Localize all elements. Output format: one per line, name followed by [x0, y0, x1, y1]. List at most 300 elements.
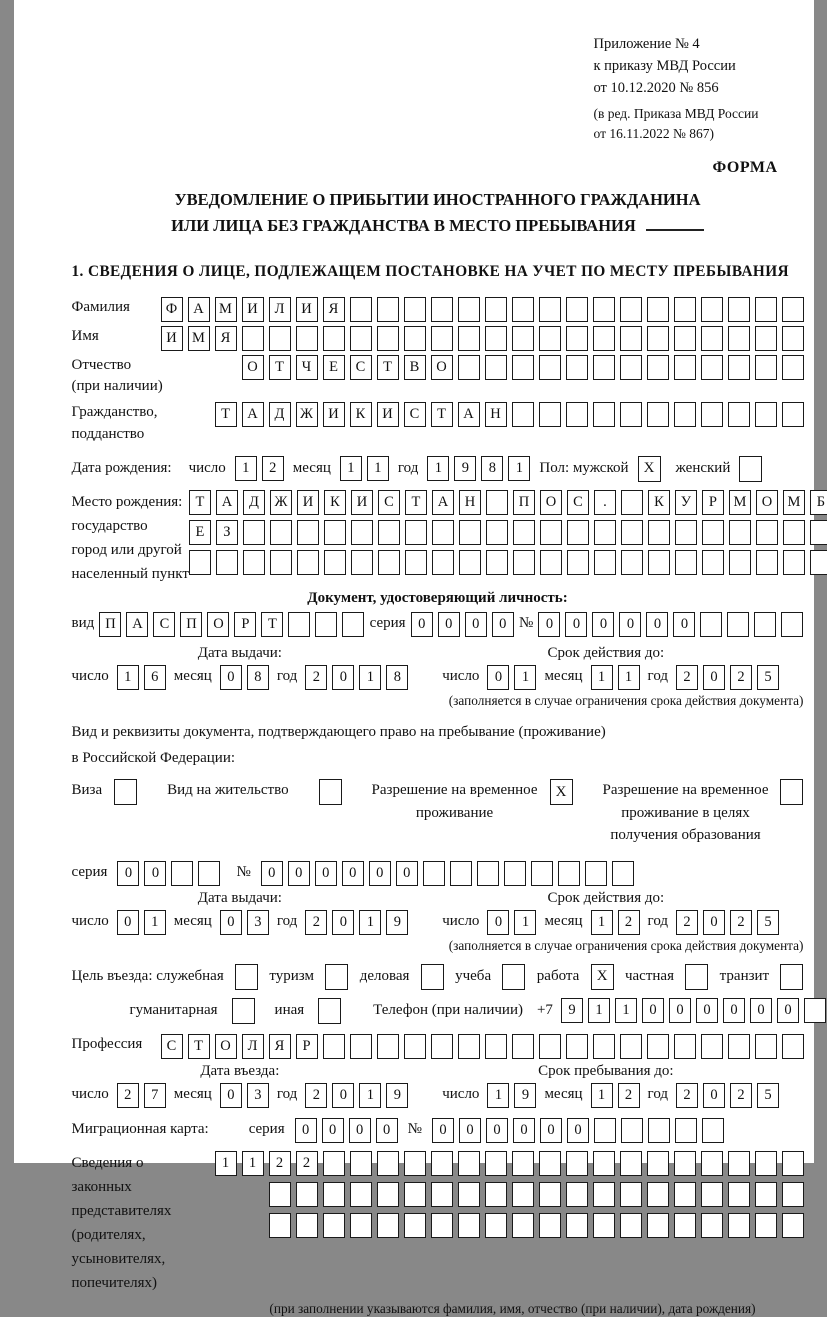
char-cell[interactable]	[485, 1213, 507, 1238]
char-cell[interactable]	[243, 520, 265, 545]
char-cell[interactable]: 2	[305, 665, 327, 690]
char-cell[interactable]	[350, 1182, 372, 1207]
char-cell[interactable]: Е	[323, 355, 345, 380]
char-cell[interactable]	[288, 612, 310, 637]
char-cell[interactable]	[566, 1182, 588, 1207]
char-cell[interactable]	[728, 1151, 750, 1176]
char-cell[interactable]	[539, 402, 561, 427]
char-cell[interactable]: 0	[492, 612, 514, 637]
char-cell[interactable]	[567, 550, 589, 575]
char-cell[interactable]	[647, 1034, 669, 1059]
char-cell[interactable]: Л	[269, 297, 291, 322]
temp-residence-checkbox[interactable]: X	[550, 779, 573, 805]
char-cell[interactable]	[405, 550, 427, 575]
char-cell[interactable]: 8	[247, 665, 269, 690]
char-cell[interactable]: З	[216, 520, 238, 545]
char-cell[interactable]	[296, 326, 318, 351]
char-cell[interactable]	[593, 326, 615, 351]
char-cell[interactable]: Т	[377, 355, 399, 380]
char-cell[interactable]	[297, 520, 319, 545]
char-cell[interactable]: В	[404, 355, 426, 380]
char-cell[interactable]: Т	[431, 402, 453, 427]
char-cell[interactable]: Л	[242, 1034, 264, 1059]
char-cell[interactable]	[485, 355, 507, 380]
char-cell[interactable]	[674, 1182, 696, 1207]
char-cell[interactable]	[431, 1151, 453, 1176]
char-cell[interactable]	[701, 326, 723, 351]
char-cell[interactable]	[756, 550, 778, 575]
char-cell[interactable]: 0	[295, 1118, 317, 1143]
char-cell[interactable]	[485, 326, 507, 351]
char-cell[interactable]	[593, 1182, 615, 1207]
char-cell[interactable]	[323, 1213, 345, 1238]
char-cell[interactable]: 0	[750, 998, 772, 1023]
char-cell[interactable]	[404, 1034, 426, 1059]
char-cell[interactable]: 5	[757, 665, 779, 690]
char-cell[interactable]	[540, 550, 562, 575]
char-cell[interactable]: С	[350, 355, 372, 380]
char-cell[interactable]: 0	[723, 998, 745, 1023]
char-cell[interactable]: 0	[487, 910, 509, 935]
char-cell[interactable]: С	[378, 490, 400, 515]
char-cell[interactable]	[350, 326, 372, 351]
char-cell[interactable]	[701, 297, 723, 322]
char-cell[interactable]	[558, 861, 580, 886]
char-cell[interactable]: 9	[514, 1083, 536, 1108]
char-cell[interactable]	[350, 1034, 372, 1059]
char-cell[interactable]	[566, 297, 588, 322]
char-cell[interactable]: Р	[702, 490, 724, 515]
char-cell[interactable]	[512, 297, 534, 322]
char-cell[interactable]	[539, 1213, 561, 1238]
char-cell[interactable]	[674, 326, 696, 351]
char-cell[interactable]	[351, 550, 373, 575]
char-cell[interactable]	[701, 402, 723, 427]
char-cell[interactable]	[593, 1034, 615, 1059]
char-cell[interactable]	[755, 297, 777, 322]
char-cell[interactable]: О	[431, 355, 453, 380]
char-cell[interactable]	[755, 326, 777, 351]
char-cell[interactable]: 0	[565, 612, 587, 637]
char-cell[interactable]	[620, 1182, 642, 1207]
char-cell[interactable]	[674, 297, 696, 322]
char-cell[interactable]: Р	[234, 612, 256, 637]
char-cell[interactable]	[727, 612, 749, 637]
char-cell[interactable]	[566, 1151, 588, 1176]
char-cell[interactable]: Ч	[296, 355, 318, 380]
char-cell[interactable]: 1	[359, 910, 381, 935]
char-cell[interactable]	[754, 612, 776, 637]
char-cell[interactable]	[405, 520, 427, 545]
char-cell[interactable]	[612, 861, 634, 886]
char-cell[interactable]: 5	[757, 1083, 779, 1108]
char-cell[interactable]: 1	[340, 456, 362, 481]
char-cell[interactable]	[512, 1182, 534, 1207]
char-cell[interactable]: 1	[215, 1151, 237, 1176]
char-cell[interactable]	[675, 1118, 697, 1143]
char-cell[interactable]	[324, 520, 346, 545]
char-cell[interactable]: М	[729, 490, 751, 515]
char-cell[interactable]: Б	[810, 490, 827, 515]
char-cell[interactable]: 0	[220, 1083, 242, 1108]
char-cell[interactable]: 2	[618, 910, 640, 935]
char-cell[interactable]	[701, 1034, 723, 1059]
char-cell[interactable]: 0	[332, 1083, 354, 1108]
char-cell[interactable]	[593, 402, 615, 427]
char-cell[interactable]: 2	[730, 910, 752, 935]
char-cell[interactable]: 1	[591, 665, 613, 690]
char-cell[interactable]	[189, 550, 211, 575]
char-cell[interactable]: .	[594, 490, 616, 515]
char-cell[interactable]	[377, 1213, 399, 1238]
purpose-transit-checkbox[interactable]	[780, 964, 803, 990]
char-cell[interactable]: 0	[332, 910, 354, 935]
char-cell[interactable]: О	[756, 490, 778, 515]
char-cell[interactable]	[782, 1213, 804, 1238]
char-cell[interactable]	[512, 1034, 534, 1059]
char-cell[interactable]	[458, 326, 480, 351]
char-cell[interactable]	[404, 297, 426, 322]
char-cell[interactable]: М	[215, 297, 237, 322]
char-cell[interactable]	[674, 402, 696, 427]
char-cell[interactable]	[323, 1034, 345, 1059]
char-cell[interactable]	[350, 1151, 372, 1176]
char-cell[interactable]: С	[404, 402, 426, 427]
char-cell[interactable]: 0	[646, 612, 668, 637]
char-cell[interactable]	[648, 1118, 670, 1143]
char-cell[interactable]: И	[297, 490, 319, 515]
char-cell[interactable]	[702, 520, 724, 545]
char-cell[interactable]: 9	[561, 998, 583, 1023]
char-cell[interactable]	[782, 1151, 804, 1176]
char-cell[interactable]: Т	[269, 355, 291, 380]
char-cell[interactable]	[647, 1151, 669, 1176]
char-cell[interactable]	[728, 402, 750, 427]
char-cell[interactable]	[377, 297, 399, 322]
char-cell[interactable]: 0	[567, 1118, 589, 1143]
char-cell[interactable]	[216, 550, 238, 575]
char-cell[interactable]: И	[242, 297, 264, 322]
char-cell[interactable]: 0	[703, 665, 725, 690]
char-cell[interactable]	[674, 1213, 696, 1238]
char-cell[interactable]: 1	[618, 665, 640, 690]
char-cell[interactable]: 0	[369, 861, 391, 886]
char-cell[interactable]	[782, 1034, 804, 1059]
char-cell[interactable]	[621, 490, 643, 515]
char-cell[interactable]	[647, 1182, 669, 1207]
char-cell[interactable]	[404, 1213, 426, 1238]
char-cell[interactable]: 1	[588, 998, 610, 1023]
char-cell[interactable]: П	[513, 490, 535, 515]
char-cell[interactable]	[323, 326, 345, 351]
char-cell[interactable]	[486, 550, 508, 575]
char-cell[interactable]	[783, 550, 805, 575]
char-cell[interactable]	[323, 1182, 345, 1207]
char-cell[interactable]: 0	[342, 861, 364, 886]
purpose-study-checkbox[interactable]	[502, 964, 525, 990]
char-cell[interactable]: Е	[189, 520, 211, 545]
char-cell[interactable]	[377, 326, 399, 351]
female-checkbox[interactable]	[739, 456, 762, 482]
char-cell[interactable]	[594, 1118, 616, 1143]
char-cell[interactable]	[594, 550, 616, 575]
char-cell[interactable]	[296, 1182, 318, 1207]
temp-residence-edu-checkbox[interactable]	[780, 779, 803, 805]
char-cell[interactable]	[459, 520, 481, 545]
char-cell[interactable]	[782, 297, 804, 322]
char-cell[interactable]	[620, 402, 642, 427]
char-cell[interactable]	[450, 861, 472, 886]
char-cell[interactable]	[539, 1034, 561, 1059]
char-cell[interactable]	[620, 297, 642, 322]
char-cell[interactable]: Я	[215, 326, 237, 351]
char-cell[interactable]	[513, 550, 535, 575]
char-cell[interactable]: 1	[427, 456, 449, 481]
char-cell[interactable]: И	[296, 297, 318, 322]
char-cell[interactable]	[755, 355, 777, 380]
char-cell[interactable]	[594, 520, 616, 545]
char-cell[interactable]	[728, 355, 750, 380]
char-cell[interactable]	[810, 550, 827, 575]
char-cell[interactable]: 2	[269, 1151, 291, 1176]
char-cell[interactable]: П	[180, 612, 202, 637]
char-cell[interactable]	[675, 520, 697, 545]
char-cell[interactable]	[377, 1151, 399, 1176]
char-cell[interactable]	[297, 550, 319, 575]
char-cell[interactable]	[377, 1034, 399, 1059]
char-cell[interactable]: 6	[144, 665, 166, 690]
char-cell[interactable]	[270, 550, 292, 575]
char-cell[interactable]: А	[216, 490, 238, 515]
char-cell[interactable]: 3	[247, 1083, 269, 1108]
char-cell[interactable]: 0	[703, 910, 725, 935]
char-cell[interactable]	[566, 402, 588, 427]
char-cell[interactable]	[782, 326, 804, 351]
char-cell[interactable]	[540, 520, 562, 545]
char-cell[interactable]: 1	[615, 998, 637, 1023]
char-cell[interactable]	[539, 355, 561, 380]
char-cell[interactable]	[512, 326, 534, 351]
char-cell[interactable]	[593, 355, 615, 380]
char-cell[interactable]	[566, 1213, 588, 1238]
char-cell[interactable]: О	[215, 1034, 237, 1059]
char-cell[interactable]	[783, 520, 805, 545]
char-cell[interactable]: 0	[619, 612, 641, 637]
char-cell[interactable]: К	[350, 402, 372, 427]
char-cell[interactable]: О	[540, 490, 562, 515]
char-cell[interactable]	[458, 1151, 480, 1176]
char-cell[interactable]	[242, 326, 264, 351]
char-cell[interactable]	[782, 355, 804, 380]
char-cell[interactable]: 1	[242, 1151, 264, 1176]
char-cell[interactable]	[647, 326, 669, 351]
char-cell[interactable]	[620, 1034, 642, 1059]
char-cell[interactable]: 0	[642, 998, 664, 1023]
char-cell[interactable]: 9	[386, 1083, 408, 1108]
char-cell[interactable]	[243, 550, 265, 575]
char-cell[interactable]: Ж	[296, 402, 318, 427]
purpose-private-checkbox[interactable]	[685, 964, 708, 990]
char-cell[interactable]	[781, 612, 803, 637]
char-cell[interactable]	[485, 1182, 507, 1207]
char-cell[interactable]: Я	[269, 1034, 291, 1059]
char-cell[interactable]: Т	[189, 490, 211, 515]
char-cell[interactable]	[539, 297, 561, 322]
char-cell[interactable]	[755, 1151, 777, 1176]
char-cell[interactable]: 2	[618, 1083, 640, 1108]
char-cell[interactable]	[593, 1151, 615, 1176]
char-cell[interactable]: Т	[405, 490, 427, 515]
char-cell[interactable]	[700, 612, 722, 637]
purpose-work-checkbox[interactable]: X	[591, 964, 614, 990]
char-cell[interactable]: 1	[591, 1083, 613, 1108]
char-cell[interactable]: 1	[235, 456, 257, 481]
char-cell[interactable]: 0	[411, 612, 433, 637]
char-cell[interactable]: 1	[487, 1083, 509, 1108]
char-cell[interactable]: 0	[438, 612, 460, 637]
char-cell[interactable]: 2	[676, 1083, 698, 1108]
char-cell[interactable]	[701, 1151, 723, 1176]
char-cell[interactable]	[539, 326, 561, 351]
char-cell[interactable]	[674, 355, 696, 380]
char-cell[interactable]	[423, 861, 445, 886]
char-cell[interactable]: 0	[538, 612, 560, 637]
char-cell[interactable]	[566, 1034, 588, 1059]
char-cell[interactable]: У	[675, 490, 697, 515]
char-cell[interactable]	[296, 1213, 318, 1238]
char-cell[interactable]: 0	[376, 1118, 398, 1143]
char-cell[interactable]: И	[323, 402, 345, 427]
char-cell[interactable]	[756, 520, 778, 545]
char-cell[interactable]	[728, 297, 750, 322]
char-cell[interactable]	[431, 1182, 453, 1207]
char-cell[interactable]	[512, 355, 534, 380]
char-cell[interactable]: 2	[305, 1083, 327, 1108]
char-cell[interactable]	[486, 520, 508, 545]
char-cell[interactable]	[504, 861, 526, 886]
char-cell[interactable]: С	[161, 1034, 183, 1059]
char-cell[interactable]	[782, 1182, 804, 1207]
char-cell[interactable]: 0	[513, 1118, 535, 1143]
char-cell[interactable]	[350, 297, 372, 322]
residence-permit-checkbox[interactable]	[319, 779, 342, 805]
char-cell[interactable]: 2	[730, 665, 752, 690]
char-cell[interactable]: А	[188, 297, 210, 322]
char-cell[interactable]: О	[242, 355, 264, 380]
char-cell[interactable]: 5	[757, 910, 779, 935]
char-cell[interactable]	[458, 1034, 480, 1059]
char-cell[interactable]	[647, 297, 669, 322]
char-cell[interactable]	[701, 355, 723, 380]
char-cell[interactable]	[458, 297, 480, 322]
purpose-other-checkbox[interactable]	[318, 998, 341, 1024]
char-cell[interactable]: 2	[676, 665, 698, 690]
char-cell[interactable]: 0	[117, 910, 139, 935]
char-cell[interactable]	[198, 861, 220, 886]
char-cell[interactable]	[755, 1213, 777, 1238]
purpose-tourism-checkbox[interactable]	[325, 964, 348, 990]
char-cell[interactable]: И	[377, 402, 399, 427]
char-cell[interactable]	[675, 550, 697, 575]
char-cell[interactable]	[539, 1182, 561, 1207]
char-cell[interactable]: 0	[696, 998, 718, 1023]
char-cell[interactable]	[702, 550, 724, 575]
char-cell[interactable]	[755, 1034, 777, 1059]
char-cell[interactable]	[270, 520, 292, 545]
char-cell[interactable]: И	[351, 490, 373, 515]
char-cell[interactable]	[404, 1182, 426, 1207]
char-cell[interactable]	[621, 520, 643, 545]
char-cell[interactable]	[404, 326, 426, 351]
char-cell[interactable]: 1	[117, 665, 139, 690]
char-cell[interactable]: О	[207, 612, 229, 637]
char-cell[interactable]: 0	[332, 665, 354, 690]
char-cell[interactable]	[804, 998, 826, 1023]
char-cell[interactable]: 1	[144, 910, 166, 935]
char-cell[interactable]	[648, 520, 670, 545]
char-cell[interactable]	[647, 355, 669, 380]
char-cell[interactable]	[593, 297, 615, 322]
char-cell[interactable]: 7	[144, 1083, 166, 1108]
char-cell[interactable]: И	[161, 326, 183, 351]
char-cell[interactable]: Т	[261, 612, 283, 637]
purpose-business-checkbox[interactable]	[421, 964, 444, 990]
char-cell[interactable]	[531, 861, 553, 886]
char-cell[interactable]	[810, 520, 827, 545]
char-cell[interactable]	[513, 520, 535, 545]
char-cell[interactable]: 2	[730, 1083, 752, 1108]
char-cell[interactable]	[620, 1213, 642, 1238]
char-cell[interactable]: С	[153, 612, 175, 637]
char-cell[interactable]	[620, 326, 642, 351]
char-cell[interactable]: 0	[673, 612, 695, 637]
purpose-official-checkbox[interactable]	[235, 964, 258, 990]
char-cell[interactable]: 0	[486, 1118, 508, 1143]
char-cell[interactable]	[431, 1213, 453, 1238]
char-cell[interactable]: 1	[591, 910, 613, 935]
char-cell[interactable]: 8	[386, 665, 408, 690]
char-cell[interactable]: Д	[243, 490, 265, 515]
char-cell[interactable]: 1	[514, 910, 536, 935]
char-cell[interactable]: 0	[459, 1118, 481, 1143]
char-cell[interactable]	[539, 1151, 561, 1176]
char-cell[interactable]: 0	[777, 998, 799, 1023]
char-cell[interactable]	[485, 297, 507, 322]
char-cell[interactable]	[458, 355, 480, 380]
char-cell[interactable]: 0	[220, 910, 242, 935]
char-cell[interactable]: 0	[349, 1118, 371, 1143]
char-cell[interactable]: 2	[676, 910, 698, 935]
char-cell[interactable]	[350, 1213, 372, 1238]
char-cell[interactable]	[621, 1118, 643, 1143]
char-cell[interactable]	[432, 550, 454, 575]
char-cell[interactable]: 2	[305, 910, 327, 935]
char-cell[interactable]: Д	[269, 402, 291, 427]
char-cell[interactable]: 0	[540, 1118, 562, 1143]
char-cell[interactable]: 1	[514, 665, 536, 690]
char-cell[interactable]: А	[126, 612, 148, 637]
char-cell[interactable]	[404, 1151, 426, 1176]
visa-checkbox[interactable]	[114, 779, 137, 805]
char-cell[interactable]	[593, 1213, 615, 1238]
char-cell[interactable]: Н	[485, 402, 507, 427]
char-cell[interactable]: 3	[247, 910, 269, 935]
char-cell[interactable]: 0	[322, 1118, 344, 1143]
char-cell[interactable]	[342, 612, 364, 637]
char-cell[interactable]	[647, 1213, 669, 1238]
char-cell[interactable]	[512, 1151, 534, 1176]
char-cell[interactable]	[486, 490, 508, 515]
